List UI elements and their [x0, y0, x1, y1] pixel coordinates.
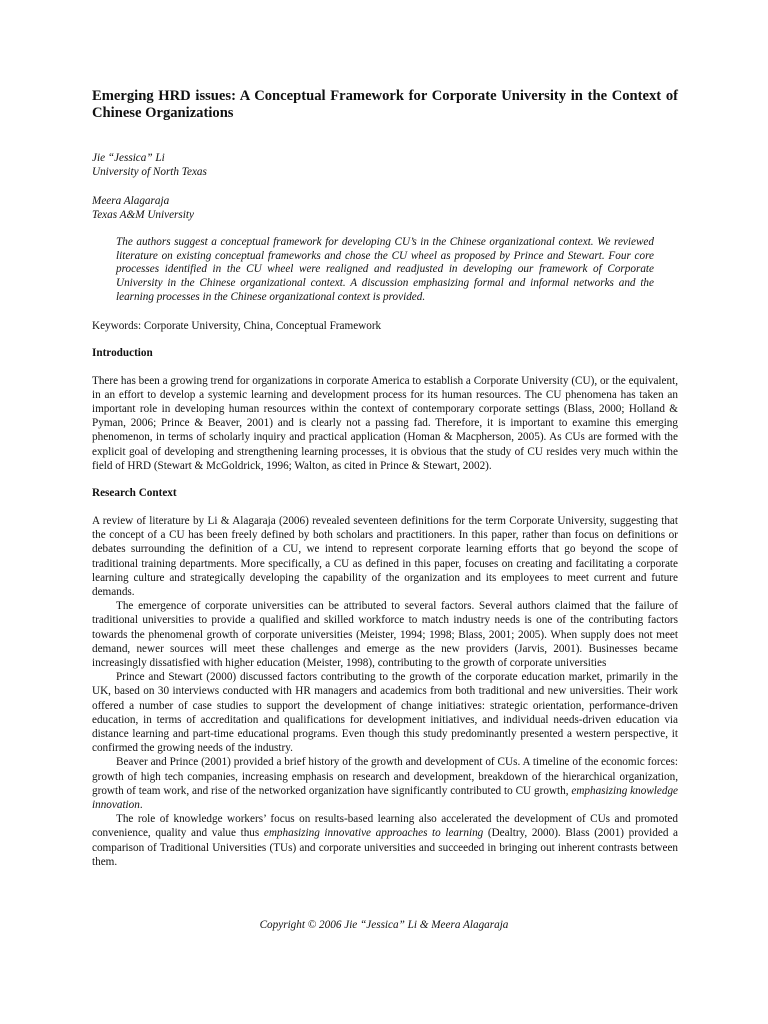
paragraph-text: (Dealtry, 2000). Blass (2001) provided a comparison of Traditional Universities (TUs) and corporate universities and succeeded in bringing out inherent contrasts between them.	[92, 827, 678, 868]
introduction-paragraph: There has been a growing trend for organizations in corporate America to establish a Corporate University (CU), or the equivalent, in an effort to develop a systemic learning and development process for its human resources. The CU phenomena has taken an important role in developing human resources within the context of contemporary corporate settings (Blass, 2000; Holland & Pyman, 2006; Prince & Beaver, 2001) and is clearly not a passing fad. Therefore, it is important to examine this emerging phenomenon, in terms of scholarly inquiry and practical application (Homan & Macpherson, 2005). As CUs are formed with the explicit goal of developing and strengthening learning processes, it is obvious that the study of CU resides very much within the field of HRD (Stewart & McGoldrick, 1996; Walton, as cited in Prince & Stewart, 2002).	[92, 374, 678, 472]
section-heading-introduction: Introduction	[92, 346, 153, 359]
paragraph-text: .	[139, 799, 143, 811]
research-context-paragraph-1: A review of literature by Li & Alagaraja (2006) revealed seventeen definitions for the term Corporate University, suggesting that the concept of a CU has been freely defined by both scholars and practitioners. In this paper, rather than focus on definitions or debates surrounding the definition of a CU, we intend to represent corporate learning efforts that go beyond the scope of traditional training departments. More specifically, a CU as defined in this paper, focuses on creating and facilitating a corporate learning culture and strategically developing the capability of the organization and its employees to meet current and future demands.	[92, 514, 678, 598]
paragraph-text: The role of knowledge workers’ focus on results-based learning also accelerated the development of CUs and promoted convenience, quality and value thus	[92, 813, 678, 840]
author-block-2	[92, 194, 678, 222]
paragraph-text: Beaver and Prince (2001) provided a brief history of the growth and development of CUs. A timeline of the economic forces: growth of high tech companies, increasing emphasis on research and development, breakdown of the hierarchical organization, growth of team work, and rise of the networked organization have significantly contributed to CU growth,	[92, 756, 678, 797]
paper-title: Emerging HRD issues: A Conceptual Framework for Corporate University in the Context of Chinese Organizations	[92, 88, 678, 121]
research-context-paragraph-2: The emergence of corporate universities can be attributed to several factors. Several authors claimed that the failure of traditional universities to provide a qualified and skilled workforce to match industry needs is one of the contributing factors towards the phenomenal growth of corporate universities (Meister, 1994; 1998; Blass, 2001; 2005). When supply does not meet demand, newer sources will meet these challenges and emerge as the new providers (Jarvis, 2001). Businesses became increasingly dissatisfied with higher education (Meister, 1998), contributing to the growth of corporate universities	[92, 600, 678, 669]
research-context-paragraph-3: Prince and Stewart (2000) discussed factors contributing to the growth of the corporate education market, primarily in the UK, based on 30 interviews conducted with HR managers and academics from both traditional and new universities. Their work offered a number of case studies to support the development of change initiatives: strategic orientation, performance-driven education, in terms of accreditation and qualifications for development initiatives, and individual needs-driven education via distance learning and part-time educational programs. Even though this study predominantly presented a western perspective, it confirmed the growing needs of the industry.	[92, 671, 678, 755]
author-affiliation: Texas A&M University	[92, 209, 194, 221]
author-name: Jie “Jessica” Li	[92, 152, 165, 164]
copyright-footer: Copyright © 2006 Jie “Jessica” Li & Meera Alagaraja	[259, 919, 509, 931]
author-affiliation: University of North Texas	[92, 166, 207, 178]
abstract: The authors suggest a conceptual framework for developing CU’s in the Chinese organizational context. We reviewed literature on existing conceptual frameworks and chose the CU wheel as proposed by Prince and Stewart. Four core processes identified in the CU wheel were realigned and readjusted in developing our framework of Corporate University in the Chinese organizational context. A discussion emphasizing formal and informal networks and the learning processes in the Chinese organizational context is provided.	[116, 236, 654, 303]
page-content	[92, 88, 678, 869]
emphasis-text: emphasizing knowledge innovation	[92, 784, 679, 811]
emphasis-text: emphasizing innovative approaches to learning	[263, 827, 484, 840]
research-context-paragraph-5	[92, 812, 678, 869]
keywords: Keywords: Corporate University, China, Conceptual Framework	[92, 319, 382, 332]
section-heading-research-context: Research Context	[92, 486, 177, 499]
research-context-paragraph-4	[92, 755, 678, 812]
author-block-1	[92, 151, 678, 179]
author-name: Meera Alagaraja	[92, 195, 170, 207]
